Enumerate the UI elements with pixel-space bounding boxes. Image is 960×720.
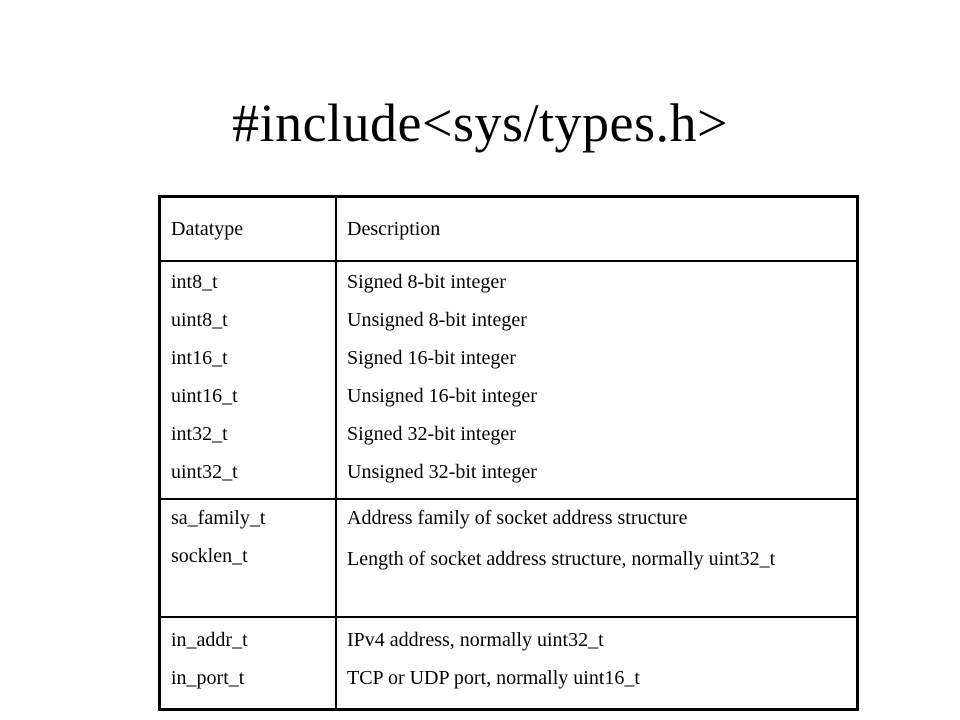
table-header-row xyxy=(160,197,858,262)
datatype-description: Signed 16-bit integer xyxy=(347,347,516,369)
datatype-description: Address family of socket address structure xyxy=(347,507,688,529)
datatype-cell xyxy=(160,499,337,617)
datatype-name: sa_family_t xyxy=(171,507,266,529)
datatype-description: Signed 32-bit integer xyxy=(347,423,516,445)
datatype-description: Unsigned 8-bit integer xyxy=(347,309,527,331)
table-row-socket-types xyxy=(160,499,858,617)
table-row-internet-types xyxy=(160,617,858,710)
header-datatype: Datatype xyxy=(160,197,337,262)
description-cell xyxy=(336,617,858,710)
datatype-name: uint16_t xyxy=(171,385,238,407)
datatype-description: TCP or UDP port, normally uint16_t xyxy=(347,667,640,689)
datatype-name: socklen_t xyxy=(171,545,248,567)
datatype-description: Unsigned 32-bit integer xyxy=(347,461,537,483)
description-cell xyxy=(336,499,858,617)
table-row-integer-types xyxy=(160,261,858,499)
datatype-description: Unsigned 16-bit integer xyxy=(347,385,537,407)
datatype-name: in_addr_t xyxy=(171,629,248,651)
datatype-description: Signed 8-bit integer xyxy=(347,271,506,293)
datatype-name: uint32_t xyxy=(171,461,238,483)
datatype-cell xyxy=(160,617,337,710)
datatype-description: IPv4 address, normally uint32_t xyxy=(347,629,604,651)
datatype-name: uint8_t xyxy=(171,309,228,331)
datatype-name: int8_t xyxy=(171,271,218,293)
datatype-name: in_port_t xyxy=(171,667,245,689)
datatype-name: int32_t xyxy=(171,423,228,445)
datatype-cell xyxy=(160,261,337,499)
datatype-description: Length of socket address structure, normally uint32_t xyxy=(347,548,776,570)
slide-title: #include<sys/types.h> xyxy=(232,93,728,153)
description-cell xyxy=(336,261,858,499)
datatype-table xyxy=(158,195,859,711)
header-description: Description xyxy=(336,197,858,262)
datatype-name: int16_t xyxy=(171,347,228,369)
